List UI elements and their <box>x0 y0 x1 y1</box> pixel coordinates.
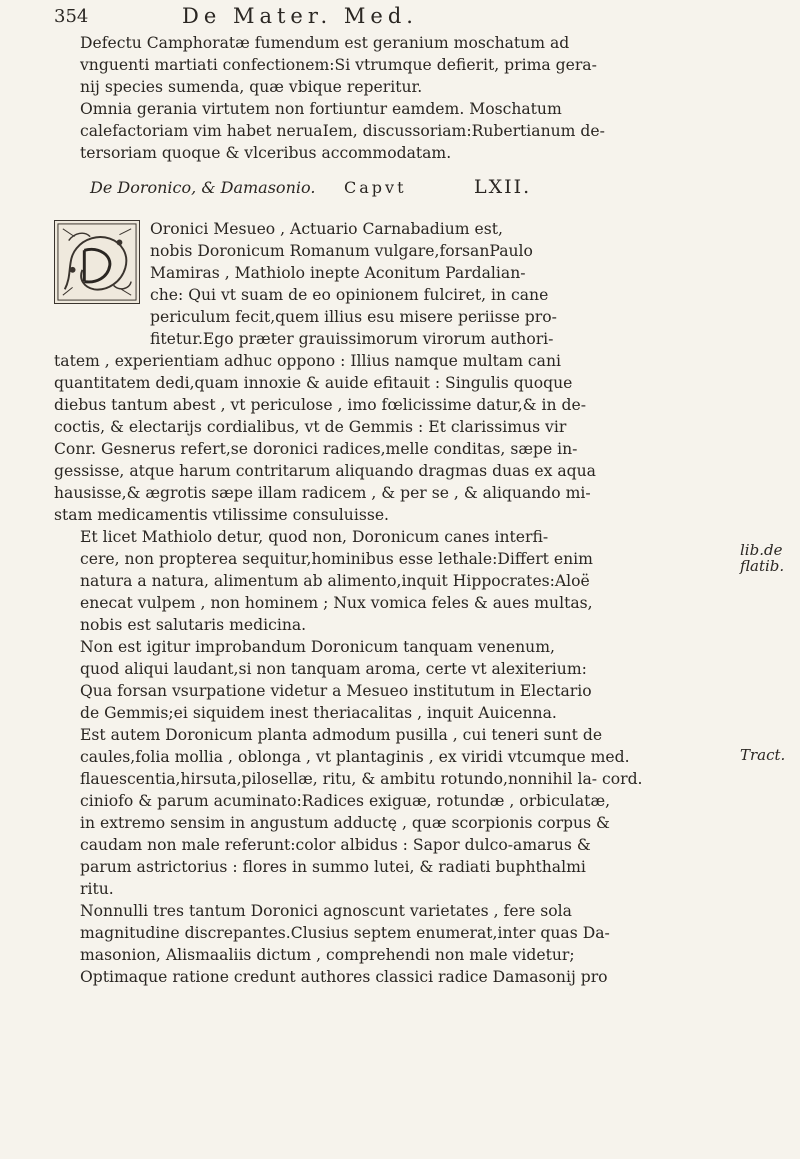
text-line: tatem , experientiam adhuc oppono : Illius namque multam cani <box>54 352 561 370</box>
main-text <box>54 32 730 988</box>
text-line: vnguenti martiati confectionem:Si vtrumque defierit, prima gera- <box>80 56 597 74</box>
text-line: enecat vulpem , non hominem ; Nux vomica feles & aues multas, <box>80 594 593 612</box>
text-line: quantitatem dedi,quam innoxie & auide efitauit : Singulis quoque <box>54 374 573 392</box>
text-line: Non est igitur improbandum Doronicum tanquam venenum, <box>80 638 555 656</box>
text-line: natura a natura, alimentum ab alimento,inquit Hippocrates:Aloë <box>80 572 590 590</box>
text-line: de Gemmis;ei siquidem inest theriacalitas , inquit Auicenna. <box>80 704 557 722</box>
text-line: Nonnulli tres tantum Doronici agnoscunt varietates , fere sola <box>80 902 572 920</box>
margin-note-reference: Tract. <box>740 746 786 764</box>
text-line: flauescentia,hirsuta,pilosellæ, ritu, & ambitu rotundo,nonnihil la- cord. <box>80 770 643 788</box>
text-line: Defectu Camphoratæ fumendum est geranium moschatum ad <box>80 34 570 52</box>
text-line: caules,folia mollia , oblonga , vt plantaginis , ex viridi vtcumque med. <box>80 748 630 766</box>
text-line: Est autem Doronicum planta admodum pusilla , cui teneri sunt de <box>80 726 603 744</box>
text-line: Mamiras , Mathiolo inepte Aconitum Pardalian- <box>150 264 526 282</box>
text-line: quod aliqui laudant,si non tanquam aroma, certe vt alexiterium: <box>80 660 587 678</box>
text-line: in extremo sensim in angustum adductę , quæ scorpionis corpus & <box>80 814 610 832</box>
text-line: cere, non propterea sequitur,hominibus esse lethale:Differt enim <box>80 550 593 568</box>
text-line: hausisse,& ægrotis sæpe illam radicem , & per se , & aliquando mi- <box>54 484 591 502</box>
running-title: De Mater. Med. <box>182 4 418 28</box>
chapter-opening <box>54 218 730 526</box>
text-line: ritu. <box>80 880 114 898</box>
paragraph-geranium-1 <box>54 32 730 98</box>
text-line: coctis, & electarijs cordialibus, vt de Gemmis : Et clarissimus vir <box>54 418 567 436</box>
page-number: 354 <box>54 6 89 27</box>
paragraph-doronicum-1 <box>54 218 730 526</box>
chapter-label: Capvt <box>344 178 407 197</box>
text-line: Conr. Gesnerus refert,se doronici radices,melle conditas, sæpe in- <box>54 440 578 458</box>
text-line: caudam non male referunt:color albidus : Sapor dulco-amarus & <box>80 836 591 854</box>
paragraph-doronicum-3 <box>54 636 730 900</box>
text-line: calefactoriam vim habet neruaIem, discussoriam:Rubertianum de- <box>80 122 605 140</box>
text-line: tersoriam quoque & vlceribus accommodatam. <box>80 144 452 162</box>
text-line: che: Qui vt suam de eo opinionem fulciret, in cane <box>150 286 549 304</box>
text-line: masonion, Alismaaliis dictum , comprehendi non male videtur; <box>80 946 575 964</box>
text-line: magnitudine discrepantes.Clusius septem enumerat,inter quas Da- <box>80 924 610 942</box>
text-line: Omnia gerania virtutem non fortiuntur eamdem. Moschatum <box>80 100 562 118</box>
chapter-number: LXII. <box>474 176 532 198</box>
running-head <box>54 6 730 32</box>
text-line: nobis est salutaris medicina. <box>80 616 307 634</box>
ornamental-initial-d-icon <box>54 220 140 304</box>
text-line: periculum fecit,quem illius esu misere periisse pro- <box>150 308 557 326</box>
text-line: stam medicamentis vtilissime consuluisse. <box>54 506 390 524</box>
chapter-subject: De Doronico, & Damasonio. <box>90 178 316 197</box>
chapter-heading <box>54 178 730 202</box>
paragraph-doronicum-4 <box>54 900 730 988</box>
text-line: Qua forsan vsurpatione videtur a Mesueo institutum in Electario <box>80 682 592 700</box>
paragraph-geranium-2 <box>54 98 730 164</box>
ornament-icon <box>55 221 139 303</box>
paragraph-doronicum-2 <box>54 526 730 636</box>
text-line: gessisse, atque harum contritarum aliquando dragmas duas ex aqua <box>54 462 596 480</box>
text-line: fitetur.Ego præter grauissimorum virorum authori- <box>150 330 554 348</box>
text-line: parum astrictorius : flores in summo lutei, & radiati buphthalmi <box>80 858 586 876</box>
text-line: Optimaque ratione credunt authores classici radice Damasonij pro <box>80 968 608 986</box>
margin-note-reference: lib.de flatib. <box>740 541 785 575</box>
text-line: diebus tantum abest , vt periculose , imo fœlicissime datur,& in de- <box>54 396 586 414</box>
text-line: nobis Doronicum Romanum vulgare,forsanPaulo <box>150 242 533 260</box>
text-line: ciniofo & parum acuminato:Radices exiguæ, rotundæ , orbiculatæ, <box>80 792 611 810</box>
text-line: Et licet Mathiolo detur, quod non, Doronicum canes interfi- <box>80 528 549 546</box>
text-line: Oronici Mesueo , Actuario Carnabadium est, <box>150 220 503 238</box>
text-line: nij species sumenda, quæ vbique reperitur. <box>80 78 423 96</box>
